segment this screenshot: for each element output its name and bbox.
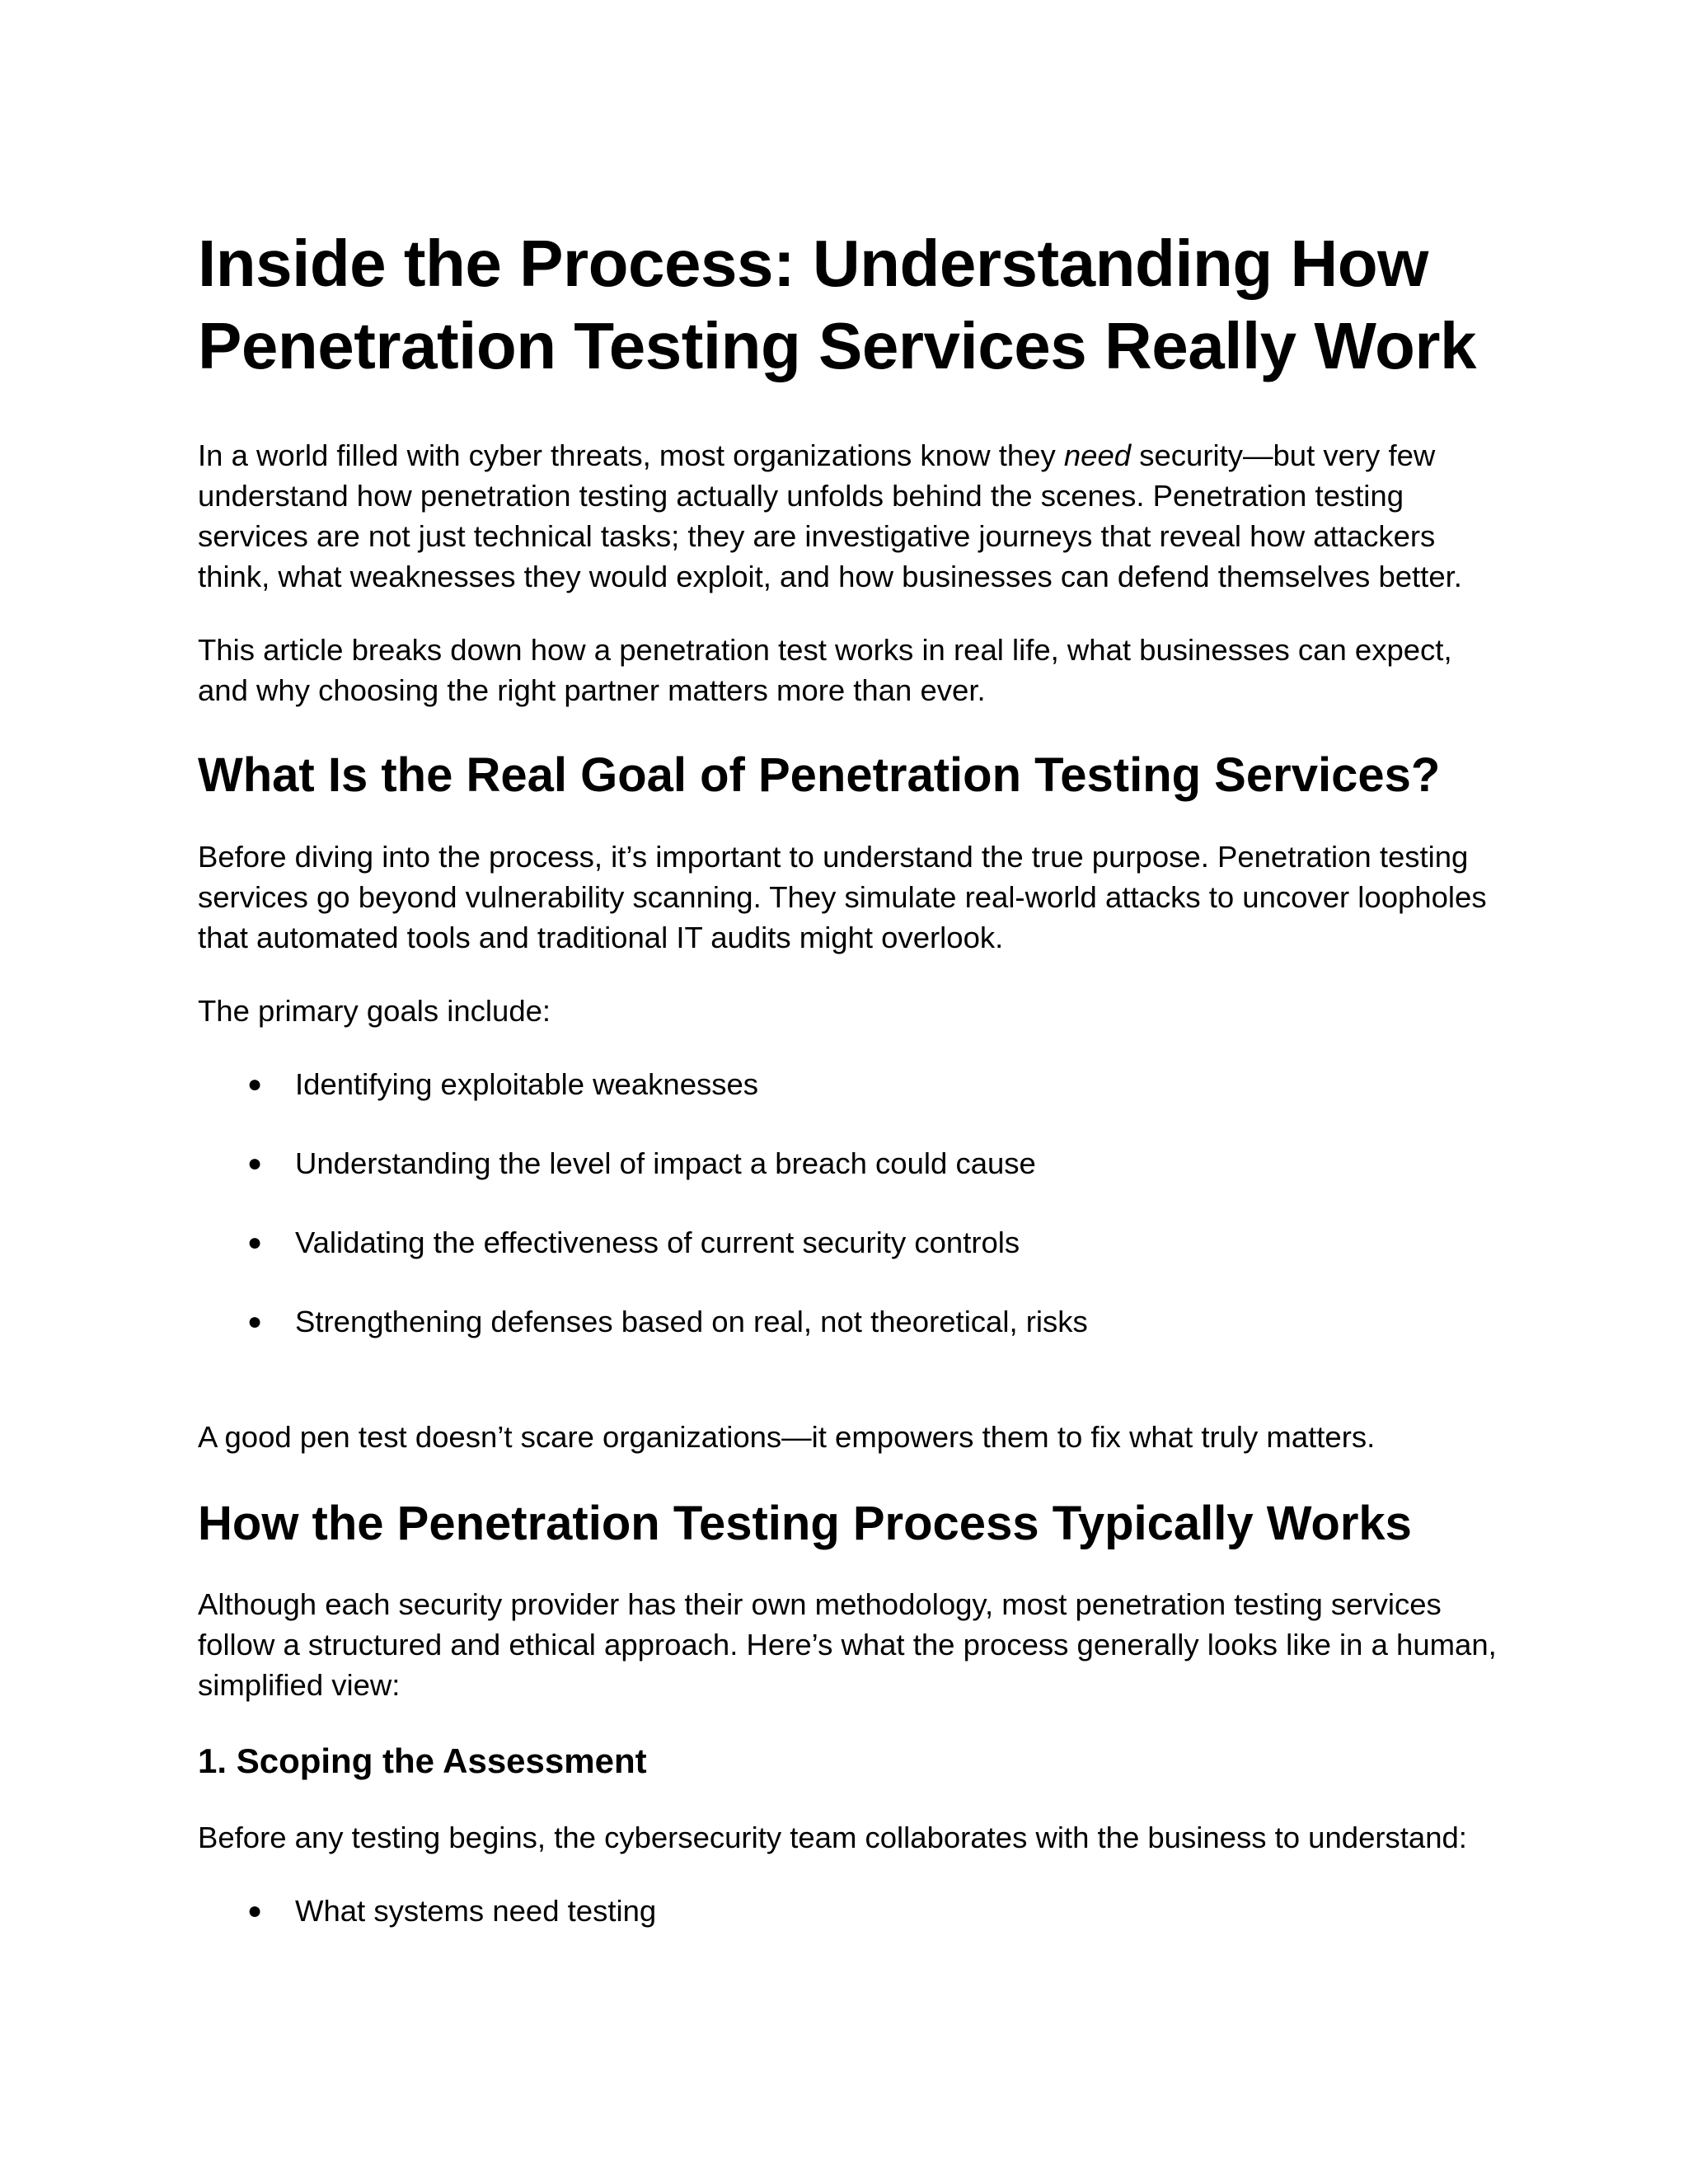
- goal-paragraph-2: The primary goals include:: [198, 994, 551, 1028]
- bullet-icon: ●: [247, 1071, 263, 1098]
- bullet-icon: ●: [247, 1308, 263, 1335]
- intro-paragraph-1: [198, 435, 1500, 597]
- goal-paragraph-3: A good pen test doesn’t scare organizations—it empowers them to fix what truly matters.: [198, 1420, 1376, 1454]
- intro-paragraph-2: This article breaks down how a penetration test works in real life, what businesses can expect, and why choosing the right partner matters more than ever.: [198, 633, 1452, 707]
- intro-emphasis: need: [1063, 438, 1132, 472]
- intro-text-1a: In a world filled with cyber threats, most organizations know they: [198, 438, 1064, 472]
- list-item: [198, 1222, 1500, 1263]
- goal-paragraph-1: Before diving into the process, it’s important to understand the true purpose. Penetration testing services go beyond vulnerability scanning. They simulate real-world attacks to uncover loopholes that automated tools and traditional IT audits might overlook.: [198, 840, 1487, 954]
- list-item-text: Understanding the level of impact a breach could cause: [295, 1146, 1036, 1180]
- list-item: [198, 1301, 1500, 1342]
- intro-text-1b: security—but very few understand how penetration testing actually unfolds behind the scenes. Penetration testing services are not just technical tasks; they are investigative journeys that reveal how attackers think, what weaknesses they would exploit, and how businesses can defend themselves better.: [198, 438, 1462, 593]
- process-paragraph-1: Although each security provider has their own methodology, most penetration testing services follow a structured and ethical approach. Here’s what the process generally looks like in a human, simplified view:: [198, 1587, 1497, 1702]
- section-heading-goal: What Is the Real Goal of Penetration Testing Services?: [198, 748, 1441, 802]
- bullet-icon: ●: [247, 1897, 263, 1924]
- page-title: Inside the Process: Understanding How Penetration Testing Services Really Work: [198, 227, 1476, 382]
- list-item: [198, 1891, 1500, 1931]
- scoping-paragraph-1: Before any testing begins, the cybersecurity team collaborates with the business to understand:: [198, 1821, 1467, 1854]
- goals-list: [198, 1064, 1500, 1342]
- list-item-text: Strengthening defenses based on real, not theoretical, risks: [295, 1305, 1088, 1338]
- bullet-icon: ●: [247, 1150, 263, 1177]
- scoping-list: [198, 1891, 1500, 1931]
- list-item: [198, 1143, 1500, 1183]
- list-item: [198, 1064, 1500, 1104]
- section-heading-process: How the Penetration Testing Process Typically Works: [198, 1497, 1412, 1550]
- list-item-text: Validating the effectiveness of current security controls: [295, 1226, 1020, 1259]
- bullet-icon: ●: [247, 1229, 263, 1256]
- list-item-text: What systems need testing: [295, 1894, 657, 1928]
- document-body: [198, 223, 1500, 1931]
- list-item-text: Identifying exploitable weaknesses: [295, 1067, 759, 1101]
- step-heading-scoping: 1. Scoping the Assessment: [198, 1741, 647, 1780]
